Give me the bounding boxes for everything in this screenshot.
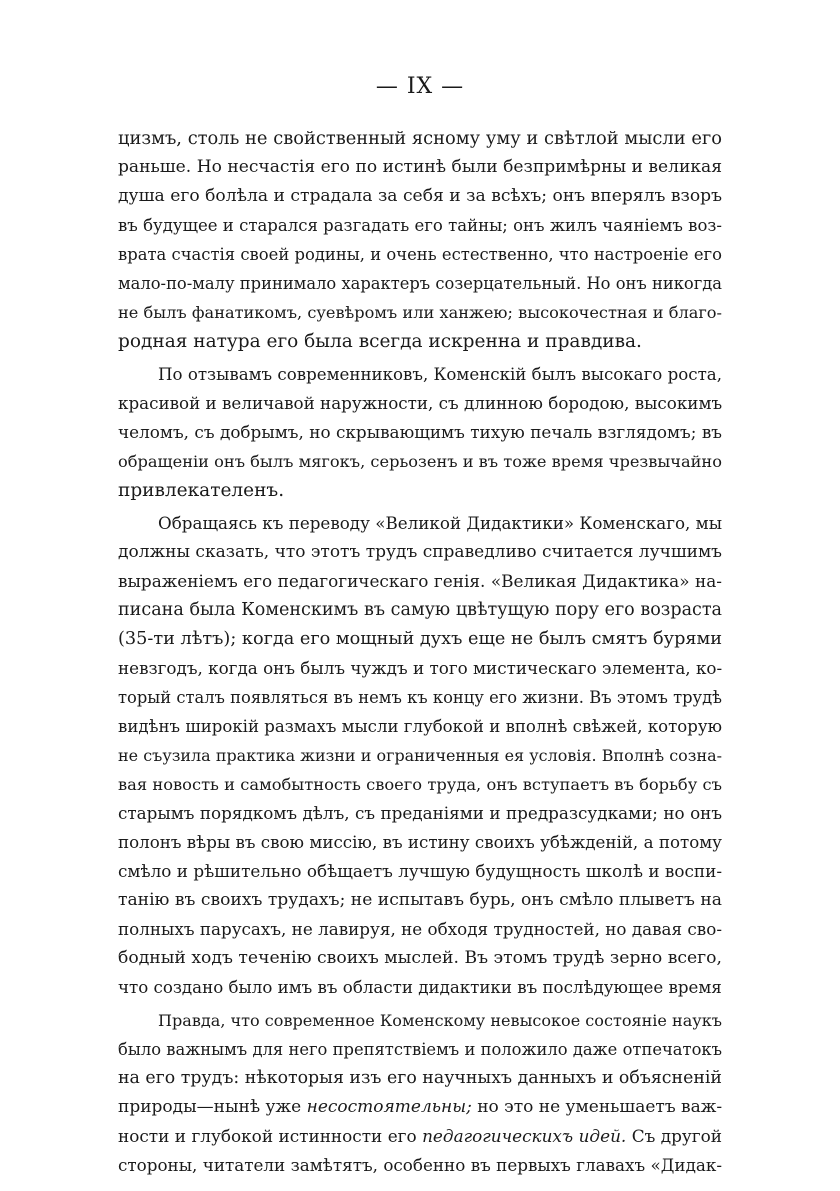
- text-line: должны сказать, что этотъ трудъ справедливо считается лучшимъ: [118, 542, 722, 562]
- text-line: писана была Коменскимъ въ самую цвѣтущую пору его возраста: [118, 600, 722, 620]
- text-line-mixed: [118, 1093, 722, 1122]
- page-number: — IX —: [375, 74, 465, 99]
- italic-run: педагогическихъ идей.: [422, 1126, 627, 1146]
- text-line: привлекателенъ.: [118, 480, 285, 501]
- text-line: Правда, что современное Коменскому невысокое состояніе наукъ: [158, 1011, 722, 1030]
- text-line: (35-ти лѣтъ); когда его мощный духъ еще не былъ смятъ бурями: [118, 629, 723, 649]
- text-line: Обращаясь къ переводу «Великой Дидактики» Коменскаго, мы: [158, 513, 722, 533]
- text-line: старымъ порядкомъ дѣлъ, съ преданіями и предразсудками; но онъ: [118, 803, 722, 823]
- text-line: красивой и величавой наружности, съ длинною бородою, высокимъ: [118, 393, 723, 413]
- text-line: смѣло и рѣшительно обѣщаетъ лучшую будущность школѣ и воспи-: [118, 861, 722, 881]
- text-line: на его трудъ: нѣкоторыя изъ его научныхъ данныхъ и объясненій: [118, 1068, 722, 1088]
- text-run: Съ другой: [626, 1126, 722, 1146]
- text-line: бодный ходъ теченію своихъ мыслей. Въ этомъ трудѣ зерно всего,: [118, 948, 722, 968]
- text-line: танію въ своихъ трудахъ; не испытавъ бурь, онъ смѣло плыветъ на: [118, 890, 722, 910]
- text-line: По отзывамъ современниковъ, Коменскій былъ высокаго роста,: [158, 365, 722, 384]
- text-line: невзгодъ, когда онъ былъ чуждъ и того мистическаго элемента, ко-: [118, 658, 723, 678]
- text-line: челомъ, съ добрымъ, но скрывающимъ тихую печаль взглядомъ; въ: [118, 422, 722, 442]
- text-line: мало-по-малу принимало характеръ созерцательный. Но онъ никогда: [118, 274, 722, 293]
- text-line: было важнымъ для него препятствіемъ и положило даже отпечатокъ: [118, 1040, 722, 1059]
- text-line: обращеніи онъ былъ мягокъ, серьозенъ и въ тоже время чрезвычайно: [118, 452, 722, 471]
- text-line: не былъ фанатикомъ, суевѣромъ или ханжею; высокочестная и благо-: [118, 303, 722, 322]
- text-line: полонъ вѣры въ свою миссію, въ истину своихъ убѣжденій, а потому: [118, 833, 722, 852]
- text-line: стороны, читатели замѣтятъ, особенно въ первыхъ главахъ «Дидак-: [118, 1155, 722, 1175]
- text-line: торый сталъ появляться въ немъ къ концу его жизни. Въ этомъ трудѣ: [118, 688, 722, 707]
- text-line: полныхъ парусахъ, не лавируя, не обходя трудностей, но давая сво-: [118, 919, 722, 939]
- text-line: выраженіемъ его педагогическаго генія. «Великая Дидактика» на-: [118, 571, 722, 591]
- text-line: что создано было имъ въ области дидактики въ послѣдующее время: [118, 978, 722, 997]
- text-run: но это не уменьшаетъ важ-: [471, 1097, 723, 1117]
- text-run: ности и глубокой истинности его: [118, 1126, 423, 1146]
- text-line: не съузила практика жизни и ограниченныя ея условія. Вполнѣ созна-: [118, 746, 722, 765]
- text-line-mixed: [118, 1122, 722, 1151]
- text-line: цизмъ, столь не свойственный ясному уму и свѣтлой мысли его: [118, 128, 722, 149]
- text-line: раньше. Но несчастія его по истинѣ были безпримѣрны и великая: [118, 157, 722, 177]
- text-line: вая новость и самобытность своего труда, онъ вступаетъ въ борьбу съ: [118, 775, 722, 794]
- text-run: природы—нынѣ уже: [118, 1097, 307, 1117]
- italic-run: несостоятельны;: [306, 1097, 472, 1117]
- text-line: въ будущее и старался разгадать его тайны; онъ жилъ чаяніемъ воз-: [118, 216, 722, 235]
- text-line: родная натура его была всегда искренна и правдива.: [118, 331, 642, 352]
- text-line: видѣнъ широкій размахъ мысли глубокой и вполнѣ свѣжей, которую: [118, 717, 722, 736]
- text-line: врата счастія своей родины, и очень естественно, что настроеніе его: [118, 245, 722, 264]
- text-line: душа его болѣла и страдала за себя и за всѣхъ; онъ вперялъ взоръ: [118, 186, 722, 206]
